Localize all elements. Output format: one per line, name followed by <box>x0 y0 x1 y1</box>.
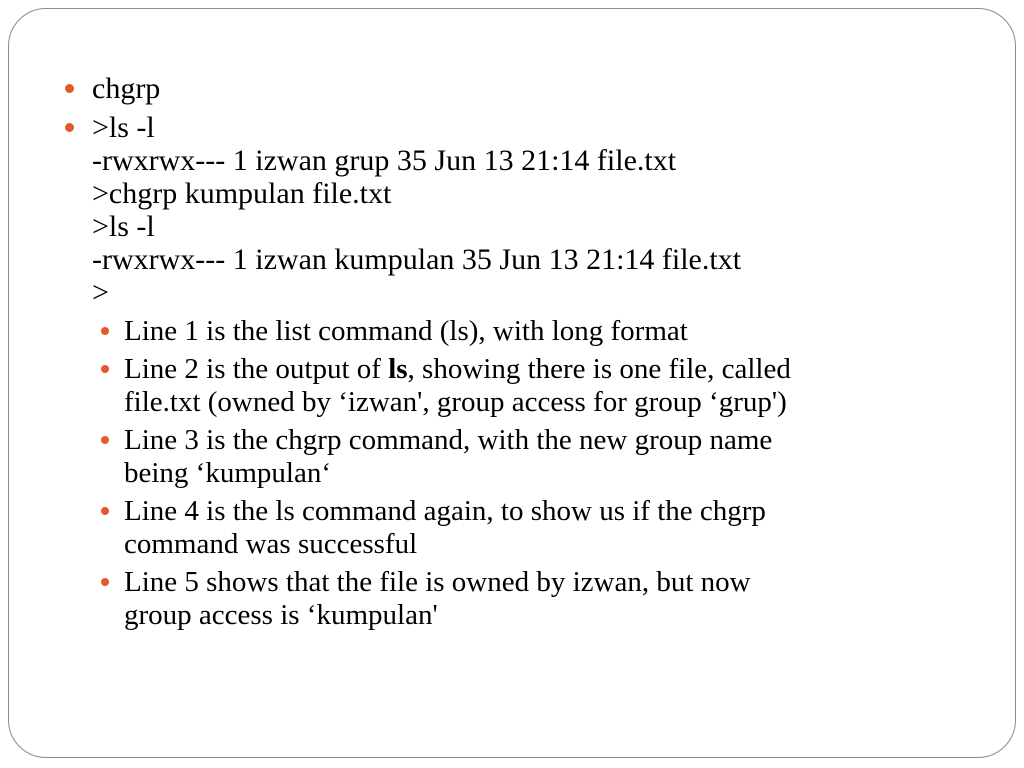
sub-item-text <box>124 353 974 386</box>
item-text: chgrp <box>92 72 161 105</box>
sub-item-line-2 <box>124 353 974 419</box>
sub-item-text-post: , showing there is one file, called <box>407 353 791 385</box>
bullet-icon <box>101 578 109 586</box>
sub-item-text: Line 3 is the chgrp command, with the new group name <box>124 424 773 456</box>
bullet-list <box>92 72 972 309</box>
sub-item-line-5 <box>124 566 974 632</box>
bullet-icon <box>65 123 74 132</box>
sub-item-text: Line 1 is the list command (ls), with long format <box>124 315 688 347</box>
sub-item-line-3 <box>124 424 974 490</box>
sub-item-text: Line 5 shows that the file is owned by izwan, but now <box>124 566 751 598</box>
terminal-line-3: >chgrp kumpulan file.txt <box>92 177 392 210</box>
sub-item-bold-command: ls <box>388 353 408 385</box>
sub-item-line-1 <box>124 315 974 348</box>
terminal-line-2: -rwxrwx--- 1 izwan grup 35 Jun 13 21:14 file.txt <box>92 144 677 177</box>
terminal-line-4: >ls -l <box>92 210 155 243</box>
sub-item-text-continued: file.txt (owned by ‘izwan', group access for group ‘grup') <box>124 386 787 418</box>
bullet-icon <box>65 84 74 93</box>
terminal-line-5: -rwxrwx--- 1 izwan kumpulan 35 Jun 13 21:14 file.txt <box>92 243 742 276</box>
terminal-line-6: > <box>92 276 109 309</box>
list-item-terminal-example <box>92 111 972 309</box>
sub-item-text-continued: group access is ‘kumpulan' <box>124 599 438 631</box>
bullet-icon <box>101 327 109 335</box>
bullet-icon <box>101 365 109 373</box>
bullet-icon <box>101 436 109 444</box>
sub-item-line-4 <box>124 495 974 561</box>
sub-item-text-continued: command was successful <box>124 528 418 560</box>
bullet-icon <box>101 507 109 515</box>
sub-item-text: Line 4 is the ls command again, to show us if the chgrp <box>124 495 766 527</box>
sub-item-text-pre: Line 2 is the output of <box>124 353 389 385</box>
sub-bullet-list <box>124 315 974 637</box>
terminal-line-1: >ls -l <box>92 111 155 144</box>
sub-item-text-continued: being ‘kumpulan‘ <box>124 457 331 489</box>
list-item-chgrp <box>92 72 972 111</box>
